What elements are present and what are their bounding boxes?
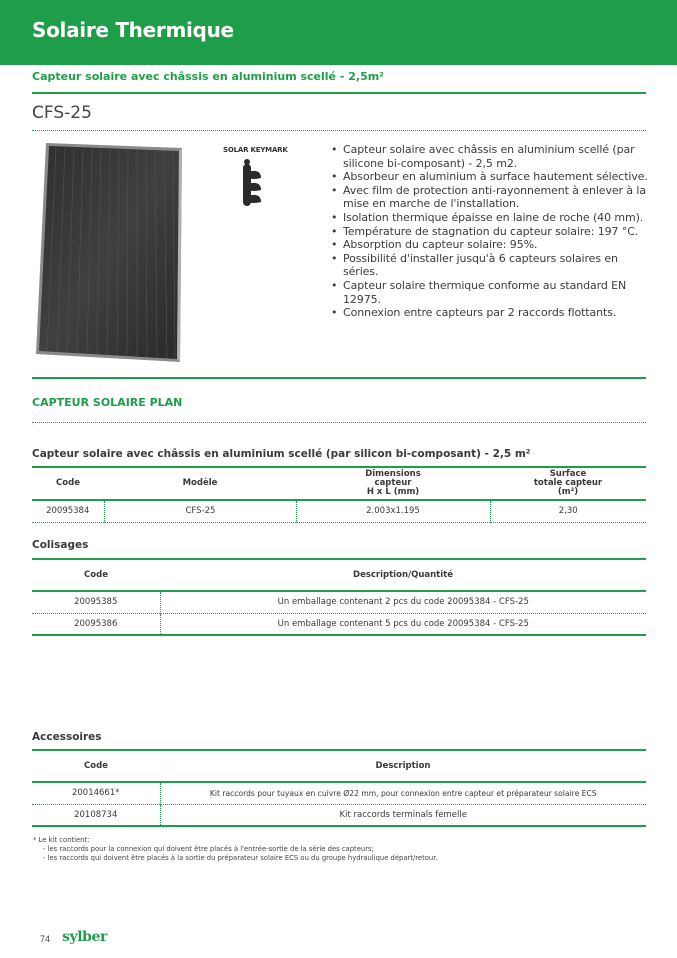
feature-item: • Avec film de protection anti-rayonnement à enlever à la mise en marche de l'installation. xyxy=(330,184,650,211)
feature-item: • Isolation thermique épaisse en laine de roche (40 mm). xyxy=(330,211,650,225)
divider xyxy=(32,92,646,94)
table-row xyxy=(32,591,646,613)
colisages-title: Colisages xyxy=(32,539,89,551)
page-number: 74 xyxy=(40,934,51,944)
col-header-description: Description/Quantité xyxy=(353,569,453,580)
header-banner xyxy=(0,0,677,65)
divider xyxy=(32,377,646,379)
table-row xyxy=(32,782,646,804)
feature-item: • Absorption du capteur solaire: 95%. xyxy=(330,238,650,252)
col-header-surface: Surface totale capteur (m²) xyxy=(533,469,603,497)
cell-code: 20108734 xyxy=(32,804,160,826)
product-table xyxy=(32,468,646,523)
cell-surface: 2,30 xyxy=(558,506,578,517)
table-row xyxy=(32,804,646,826)
main-table-title: Capteur solaire avec châssis en aluminium scellé (par silicon bi-composant) - 2,5 m² xyxy=(32,448,531,460)
col-header-code: Code xyxy=(84,760,108,771)
col-header-dimensions: Dimensions capteur H x L (mm) xyxy=(365,469,421,497)
keymark-icon xyxy=(223,154,293,214)
page-title: Solaire Thermique xyxy=(32,18,234,42)
product-image xyxy=(34,140,184,370)
col-header-model: Modèle xyxy=(182,478,218,488)
brand-logo: sylber xyxy=(62,929,108,945)
colisages-table xyxy=(32,560,646,636)
cell-description: Kit raccords terminals femelle xyxy=(339,809,467,820)
feature-list xyxy=(330,143,650,320)
feature-item: • Absorbeur en aluminium à surface hautement sélective. xyxy=(330,170,650,184)
table-row xyxy=(32,613,646,635)
cell-code: 20095385 xyxy=(32,591,160,613)
cell-code: 20014661* xyxy=(32,782,160,804)
col-header-code: Code xyxy=(56,478,80,488)
footnote-line: - les raccords pour la connexion qui doivent être placés à l'entrée-sortie de la série des capteurs; xyxy=(43,845,374,853)
cell-description: Kit raccords pour tuyaux en cuivre Ø22 mm, pour connexion entre capteur et préparateur solaire ECS xyxy=(209,788,597,798)
feature-item: • Température de stagnation du capteur solaire: 197 °C. xyxy=(330,225,650,239)
feature-item: • Capteur solaire thermique conforme au standard EN 12975. xyxy=(330,279,650,306)
col-header-code: Code xyxy=(84,569,108,580)
cell-dimensions: 2.003x1.195 xyxy=(296,500,490,522)
divider xyxy=(32,130,646,131)
feature-item: • Connexion entre capteurs par 2 raccords flottants. xyxy=(330,306,650,320)
feature-item: • Capteur solaire avec châssis en aluminium scellé (par silicone bi-composant) - 2,5 m2. xyxy=(330,143,650,170)
feature-item: • Possibilité d'installer jusqu'à 6 capteurs solaires en séries. xyxy=(330,252,650,279)
section-title: CAPTEUR SOLAIRE PLAN xyxy=(32,396,183,409)
cell-code: 20095386 xyxy=(32,613,160,635)
cell-code: 20095384 xyxy=(32,500,104,522)
col-header-description: Description xyxy=(375,760,431,771)
footnote xyxy=(33,836,438,863)
accessoires-table xyxy=(32,751,646,827)
cell-description: Un emballage contenant 2 pcs du code 20095384 - CFS-25 xyxy=(277,597,529,608)
solar-keymark-logo xyxy=(223,146,293,219)
footnote-line: * Le kit contient: xyxy=(33,836,90,844)
keymark-label: SOLAR KEYMARK xyxy=(223,146,288,154)
table-row xyxy=(32,500,646,522)
model-title: CFS-25 xyxy=(32,103,92,123)
divider xyxy=(32,422,646,423)
accessoires-title: Accessoires xyxy=(32,731,102,743)
product-subtitle: Capteur solaire avec châssis en aluminium scellé - 2,5m² xyxy=(32,70,384,83)
cell-model: CFS-25 xyxy=(104,500,296,522)
footnote-line: - les raccords qui doivent être placés à la sortie du préparateur solaire ECS ou du groupe hydraulique départ/retour. xyxy=(43,854,438,862)
cell-description: Un emballage contenant 5 pcs du code 20095384 - CFS-25 xyxy=(277,618,529,629)
